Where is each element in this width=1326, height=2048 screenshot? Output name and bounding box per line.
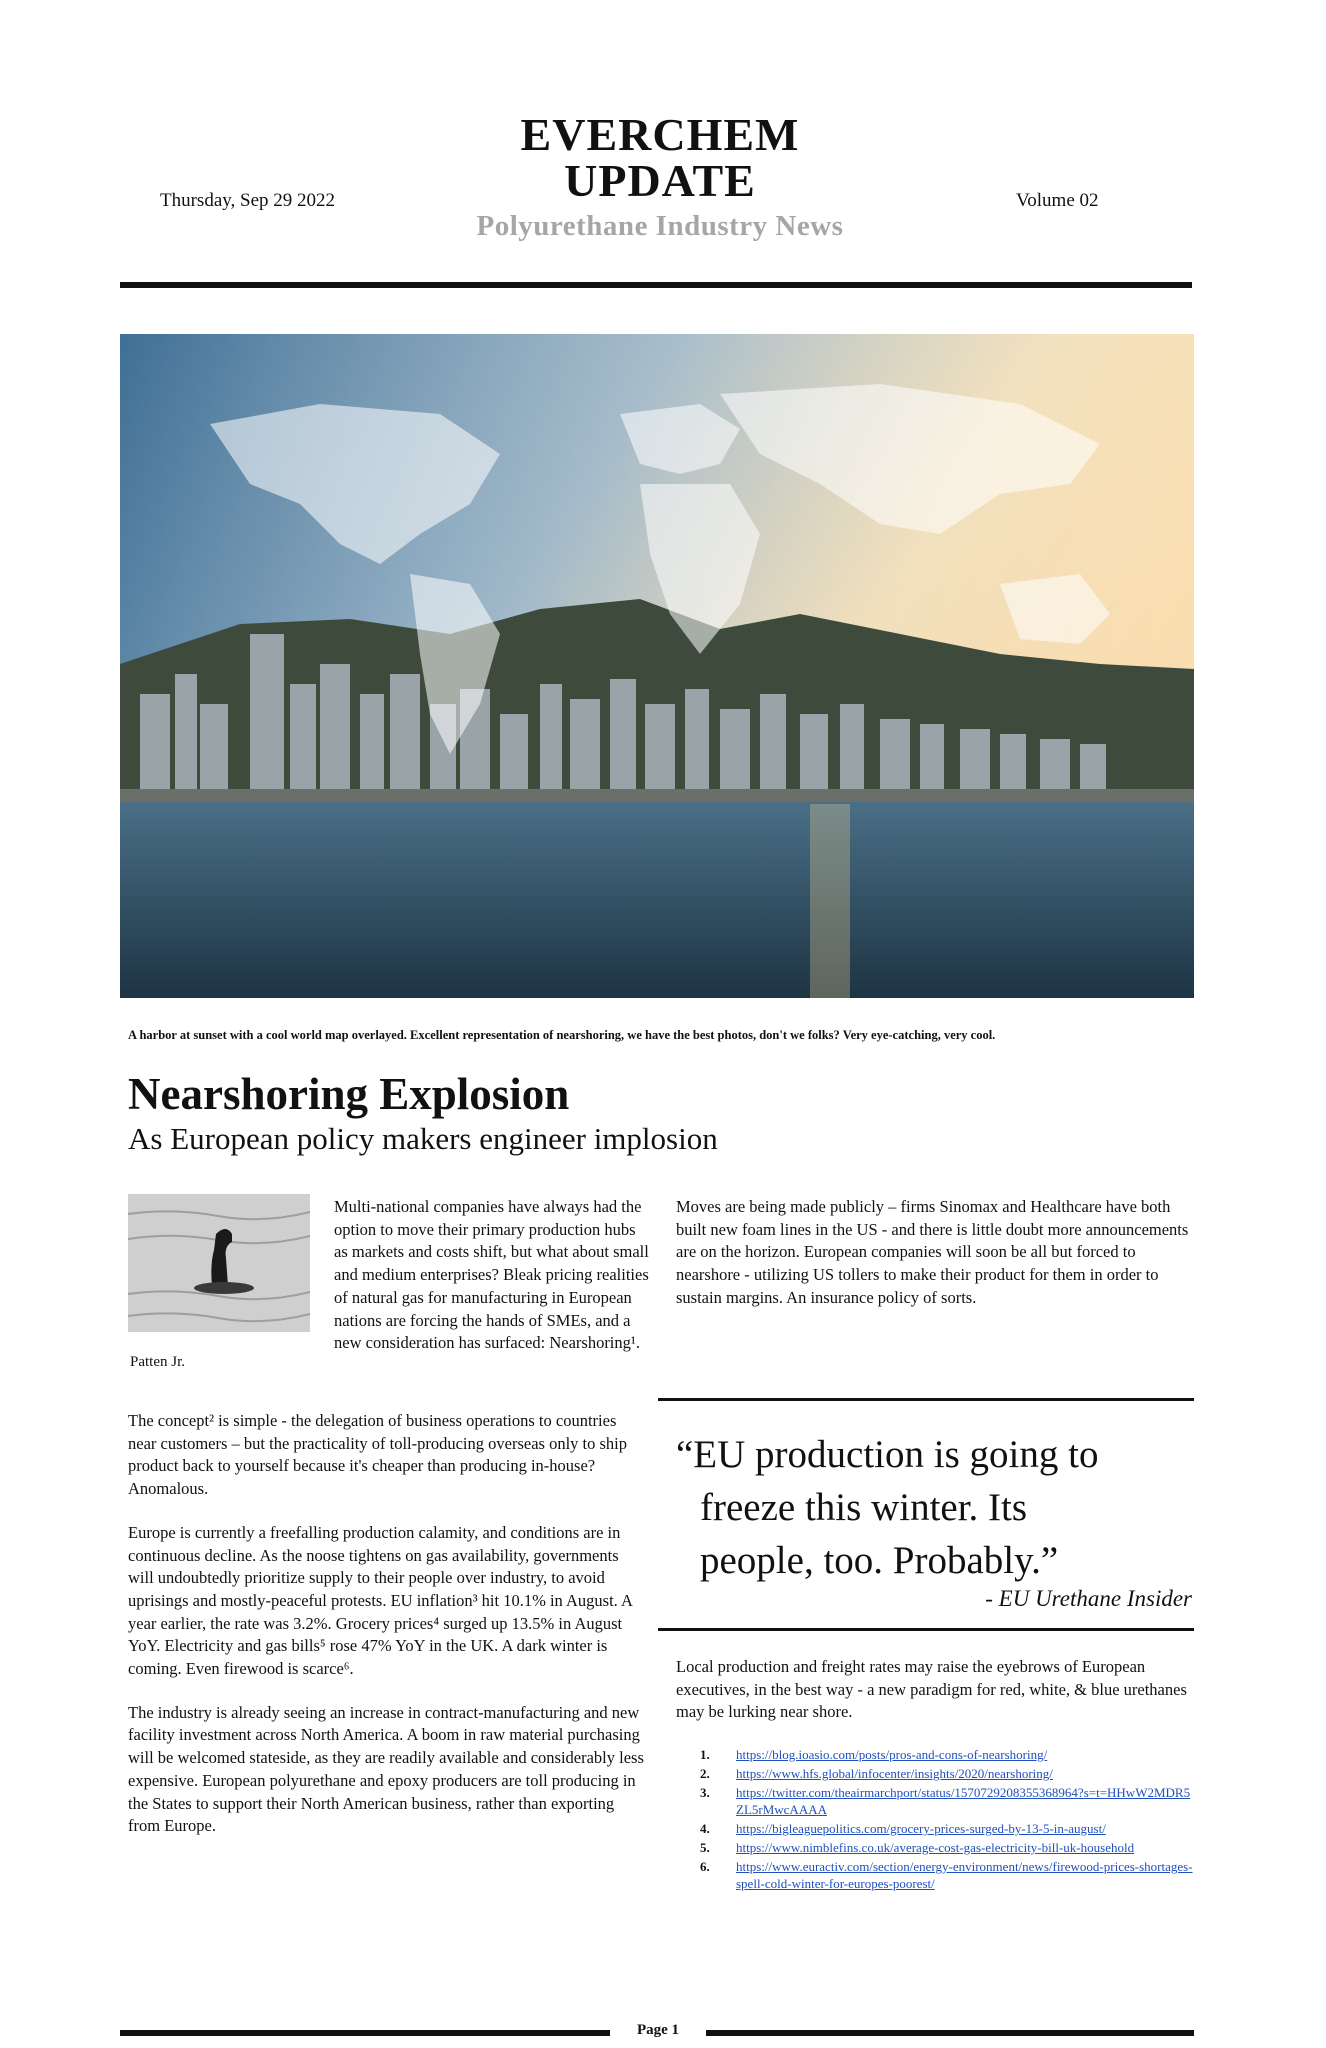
reference-number: 4. (700, 1821, 710, 1836)
loch-ness-photo (128, 1194, 310, 1332)
reference-item (700, 1858, 1194, 1892)
masthead (380, 109, 940, 243)
masthead-divider (120, 282, 1192, 288)
masthead-subtitle: Polyurethane Industry News (476, 210, 844, 242)
pullquote-attribution: - EU Urethane Insider (985, 1586, 1192, 1611)
pullquote-line: people, too. Probably.” (700, 1539, 1059, 1582)
reference-number: 2. (700, 1766, 710, 1781)
reference-link[interactable]: https://blog.ioasio.com/posts/pros-and-cons-of-nearshoring/ (736, 1747, 1048, 1762)
reference-link[interactable]: https://twitter.com/theairmarchport/status/1570729208355368964?s=t=HHwW2MDR5ZL5rMwcAAAA (736, 1785, 1191, 1817)
pullquote (676, 1428, 1192, 1587)
reference-item (700, 1746, 1194, 1763)
references-list (700, 1746, 1194, 1894)
reference-item (700, 1820, 1194, 1837)
footer-rule-left (120, 2030, 610, 2036)
masthead-title-line1: EVERCHEM (520, 109, 800, 160)
reference-number: 5. (700, 1840, 710, 1855)
masthead-title-line2: UPDATE (564, 155, 756, 206)
reference-number: 1. (700, 1747, 710, 1762)
page-number: Page 1 (636, 2022, 680, 2038)
reference-number: 3. (700, 1785, 710, 1800)
article-paragraph: The industry is already seeing an increase in contract-manufacturing and new facility investment across North America. A boom in raw material purchasing will be welcomed stateside, as they are readily available and considerably less expensive. European polyurethane and epoxy producers are toll producing in the States to support their North American business, rather than exporting from Europe. (128, 1702, 644, 1836)
article-paragraph: The concept² is simple - the delegation of business operations to countries near customers – but the practicality of toll-producing overseas only to ship product back to yourself because it's cheaper than producing in-house? Anomalous. (128, 1411, 627, 1499)
reference-link[interactable]: https://www.euractiv.com/section/energy-environment/news/firewood-prices-shortages-spell-cold-winter-for-europes-poorest/ (736, 1859, 1193, 1891)
article-subheadline: As European policy makers engineer implosion (128, 1121, 718, 1156)
pullquote-line: “EU production is going to (676, 1433, 1099, 1476)
article-paragraph: Europe is currently a freefalling production calamity, and conditions are in continuous decline. As the noose tightens on gas availability, governments will undoubtedly prioritize supply to their people over industry, to avoid uprisings and mostly-peaceful protests. EU inflation³ hit 10.1% in August. A year earlier, the rate was 3.2%. Grocery prices⁴ surged up 13.5% in August YoY. Electricity and gas bills⁵ rose 47% YoY in the UK. A dark winter is coming. Even firewood is scarce⁶. (128, 1522, 633, 1679)
article-right-top: Moves are being made publicly – firms Sinomax and Healthcare have both built new foam lines in the US - and there is little doubt more announcements are on the horizon. European companies will soon be all but forced to nearshore - utilizing US tollers to make their product for them in order to sustain margins. An insurance policy of sorts. (676, 1197, 1189, 1307)
reference-link[interactable]: https://bigleaguepolitics.com/grocery-prices-surged-by-13-5-in-august/ (736, 1821, 1106, 1836)
article-intro: Multi-national companies have always had the option to move their primary production hubs as markets and costs shift, but what about small and medium enterprises? Bleak pricing realities of natural gas for manufacturing in European nations are forcing the hands of SMEs, and a new consideration has surfaced: Nearshoring¹. (334, 1197, 649, 1353)
reference-item (700, 1784, 1194, 1818)
article-right-bottom: Local production and freight rates may raise the eyebrows of European executives, in the best way - a new paradigm for red, white, & blue urethanes may be lurking near shore. (676, 1657, 1187, 1722)
issue-date: Thursday, Sep 29 2022 (160, 190, 336, 211)
hero-image (120, 334, 1194, 998)
pullquote-divider-bottom (658, 1628, 1194, 1631)
article-headline: Nearshoring Explosion (128, 1069, 570, 1119)
reference-link[interactable]: https://www.nimblefins.co.uk/average-cost-gas-electricity-bill-uk-household (736, 1840, 1135, 1855)
reference-link[interactable]: https://www.hfs.global/infocenter/insights/2020/nearshoring/ (736, 1766, 1053, 1781)
photo-caption: Patten Jr. (130, 1354, 185, 1370)
pullquote-line: freeze this winter. Its (700, 1486, 1028, 1529)
reference-item (700, 1839, 1194, 1856)
hero-caption: A harbor at sunset with a cool world map overlayed. Excellent representation of nearshoring, we have the best photos, don't we folks? Very eye-catching, very cool. (128, 1028, 996, 1042)
volume-label: Volume 02 (1016, 190, 1099, 211)
reference-number: 6. (700, 1859, 710, 1874)
footer-rule-right (706, 2030, 1194, 2036)
pullquote-divider-top (658, 1398, 1194, 1401)
article-left-column (128, 1410, 648, 1859)
reference-item (700, 1765, 1194, 1782)
